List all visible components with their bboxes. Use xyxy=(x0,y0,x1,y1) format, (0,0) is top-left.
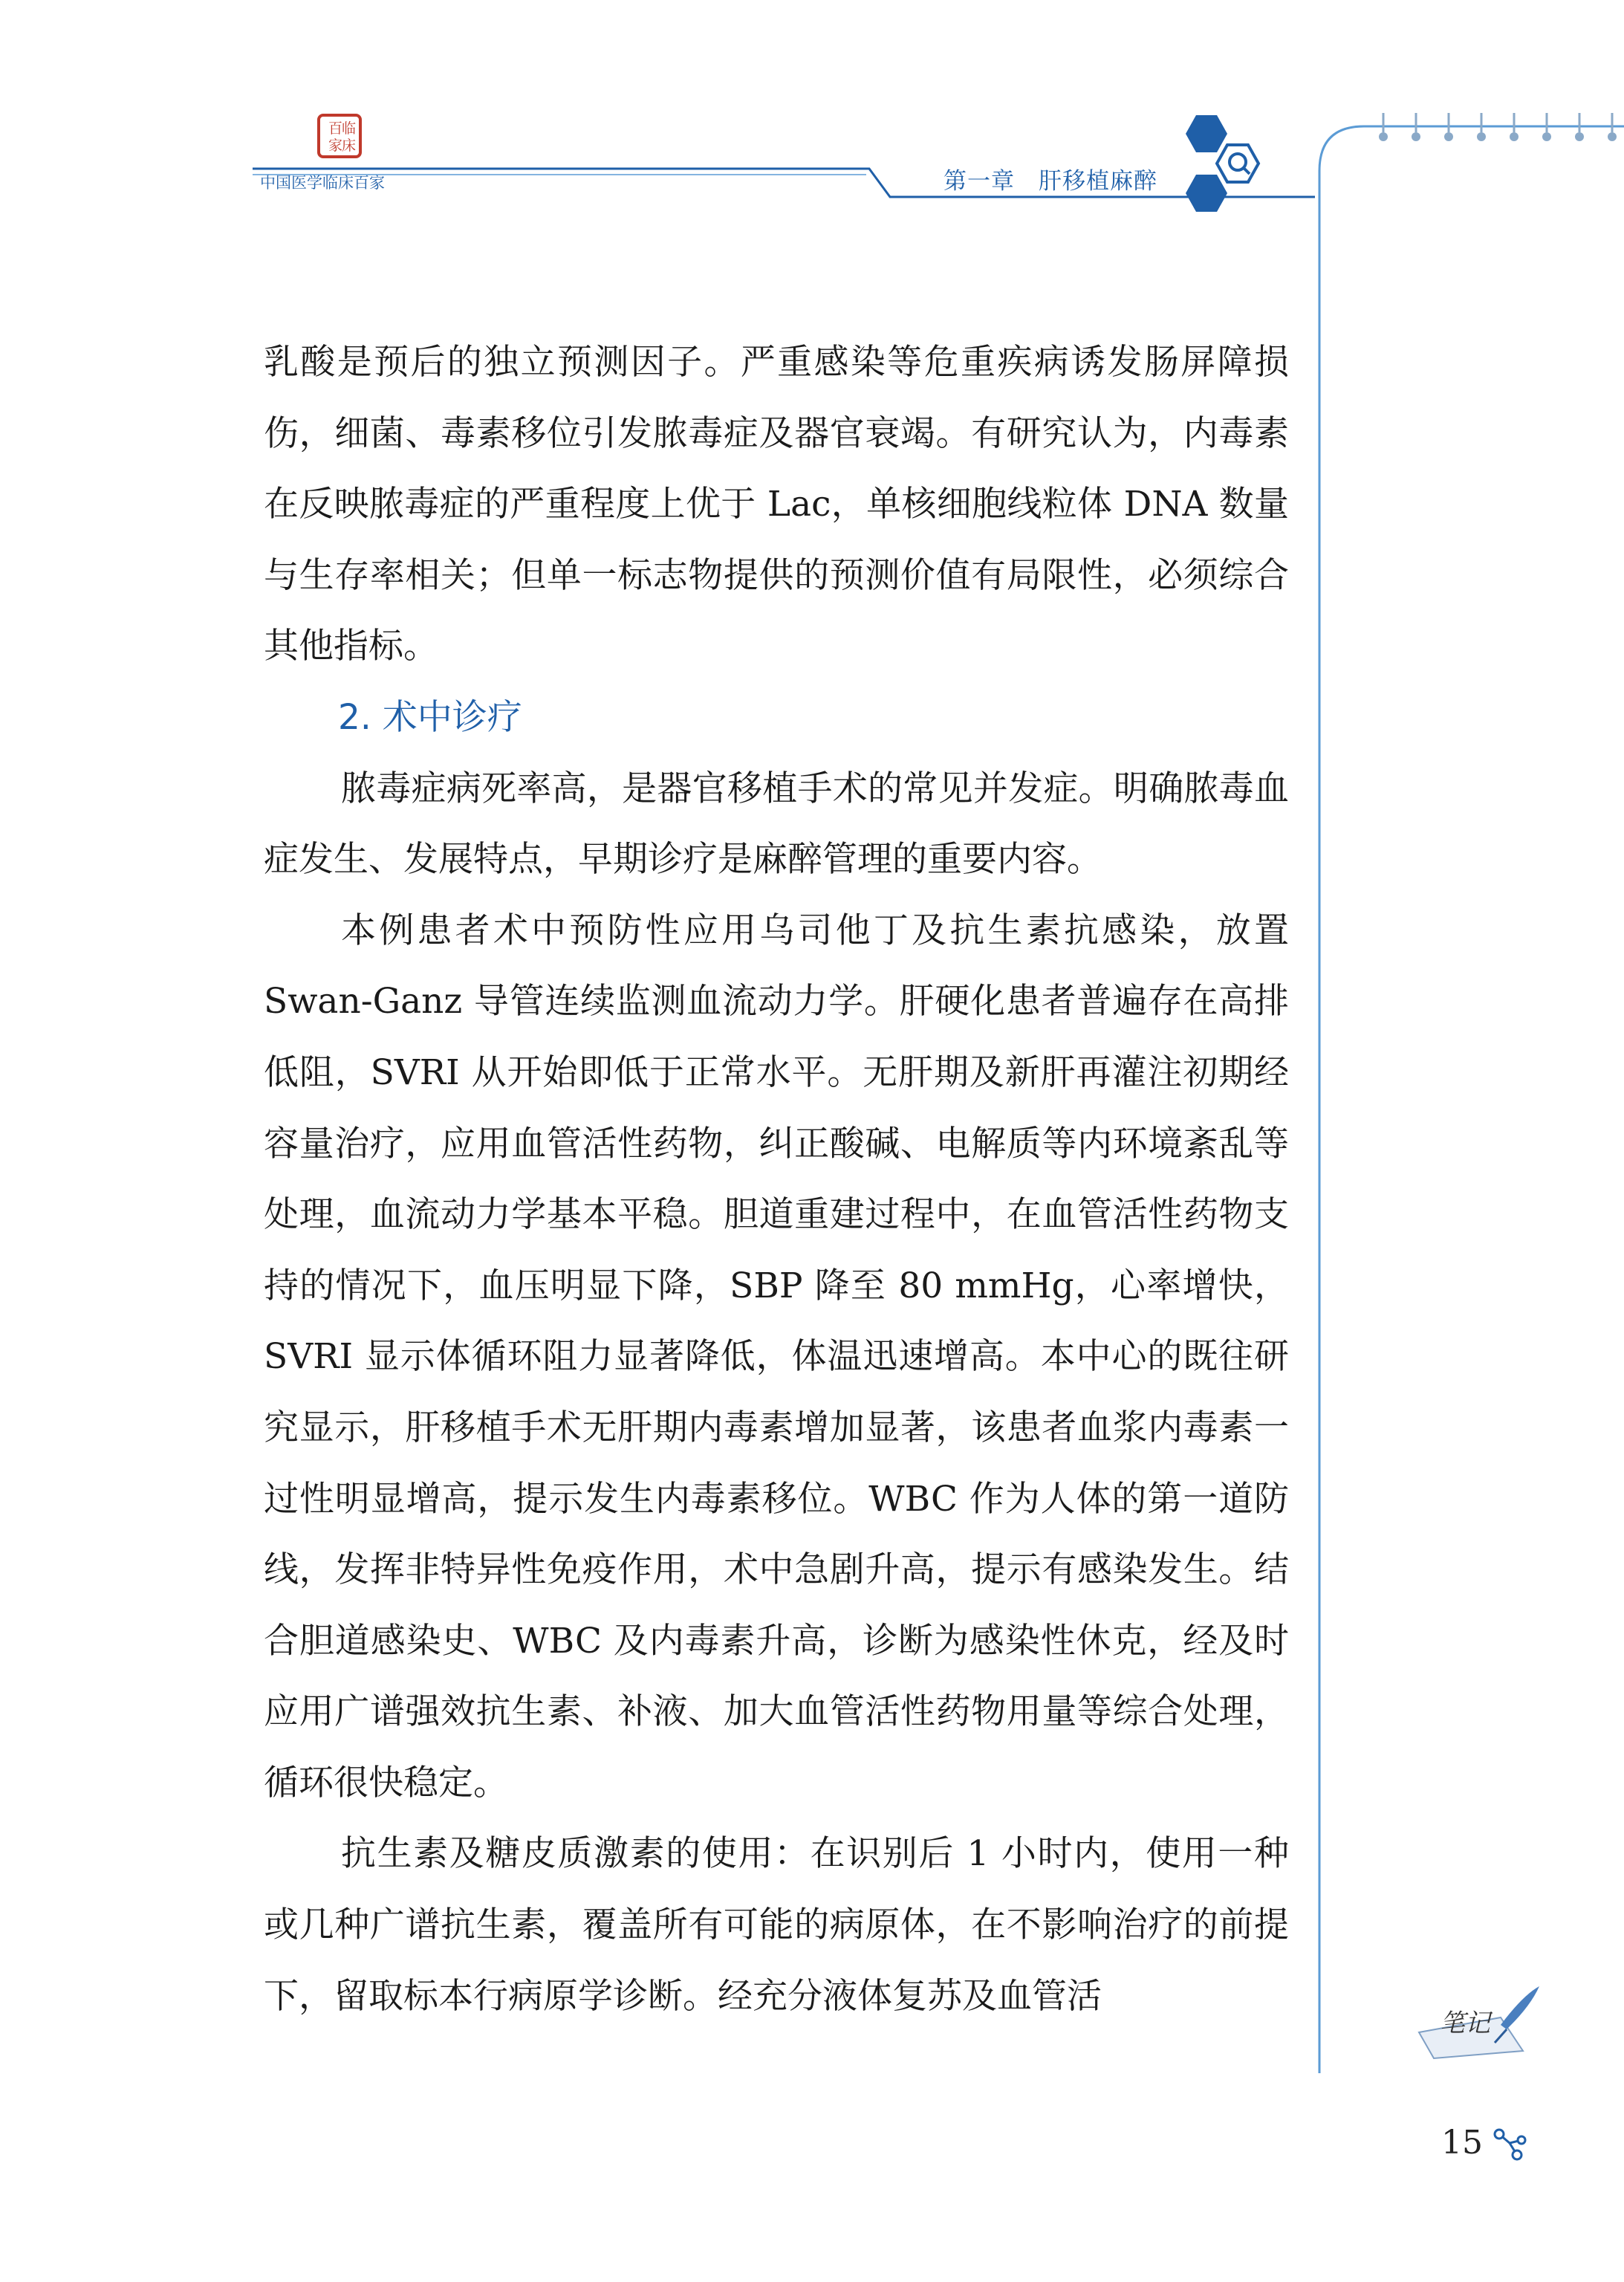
hexagon-magnifier-icon xyxy=(1174,111,1278,230)
svg-text:家: 家 xyxy=(328,137,343,154)
notes-margin-frame xyxy=(1315,111,1624,2073)
svg-text:床: 床 xyxy=(342,137,357,154)
series-title: 中国医学临床百家 xyxy=(260,174,385,192)
chapter-title: 第一章 肝移植麻醉 xyxy=(943,168,1157,195)
notes-icon xyxy=(1412,1980,1545,2062)
paragraph-3: 本例患者术中预防性应用乌司他丁及抗生素抗感染，放置 Swan-Ganz 导管连续监测血流动力学。肝硬化患者普遍存在高排低阻，SVRI 从开始即低于正常水平。无肝期及新肝再灌注初期经容量治疗，应用血管活性药物，纠正酸碱、电解质等内环境紊乱等处理，血流动力学基本平稳。胆道重建过程中，在血管活性药物支持的情况下，血压明显下降，SBP 降至 80 mmHg，心率增快，SVRI 显示体循环阻力显著降低，体温迅速增高。本中心的既往研究显示，肝移植手术无肝期内毒素增加显著，该患者血浆内毒素一过性明显增高，提示发生内毒素移位。WBC 作为人体的第一道防线，发挥非特异性免疫作用，术中急剧升高，提示有感染发生。结合胆道感染史、WBC 及内毒素升高，诊断为感染性休克，经及时应用广谱强效抗生素、补液、加大血管活性药物用量等综合处理，循环很快稳定。 xyxy=(264,910,1289,1803)
svg-text:百: 百 xyxy=(328,120,343,137)
paragraph-2: 脓毒症病死率高，是器官移植手术的常见并发症。明确脓毒血症发生、发展特点，早期诊疗是麻醉管理的重要内容。 xyxy=(264,768,1289,881)
notes-label: 笔记 xyxy=(1440,2009,1490,2038)
molecule-icon xyxy=(1492,2125,1529,2162)
paragraph-4: 抗生素及糖皮质激素的使用：在识别后 1 小时内，使用一种或几种广谱抗生素，覆盖所有可能的病原体，在不影响治疗的前提下，留取标本行病原学诊断。经充分液体复苏及血管活 xyxy=(264,1833,1289,2017)
page-number: 15 xyxy=(1441,2124,1483,2162)
svg-text:临: 临 xyxy=(342,120,357,137)
series-logo xyxy=(316,113,363,159)
paragraph-1: 乳酸是预后的独立预测因子。严重感染等危重疾病诱发肠屏障损伤，细菌、毒素移位引发脓毒症及器官衰竭。有研究认为，内毒素在反映脓毒症的严重程度上优于 Lac，单核细胞线粒体 DNA 数量与生存率相关；但单一标志物提供的预测价值有局限性，必须综合其他指标。 xyxy=(264,342,1289,667)
body-text xyxy=(264,327,1289,2032)
section-heading: 2. 术中诊疗 xyxy=(338,696,522,738)
